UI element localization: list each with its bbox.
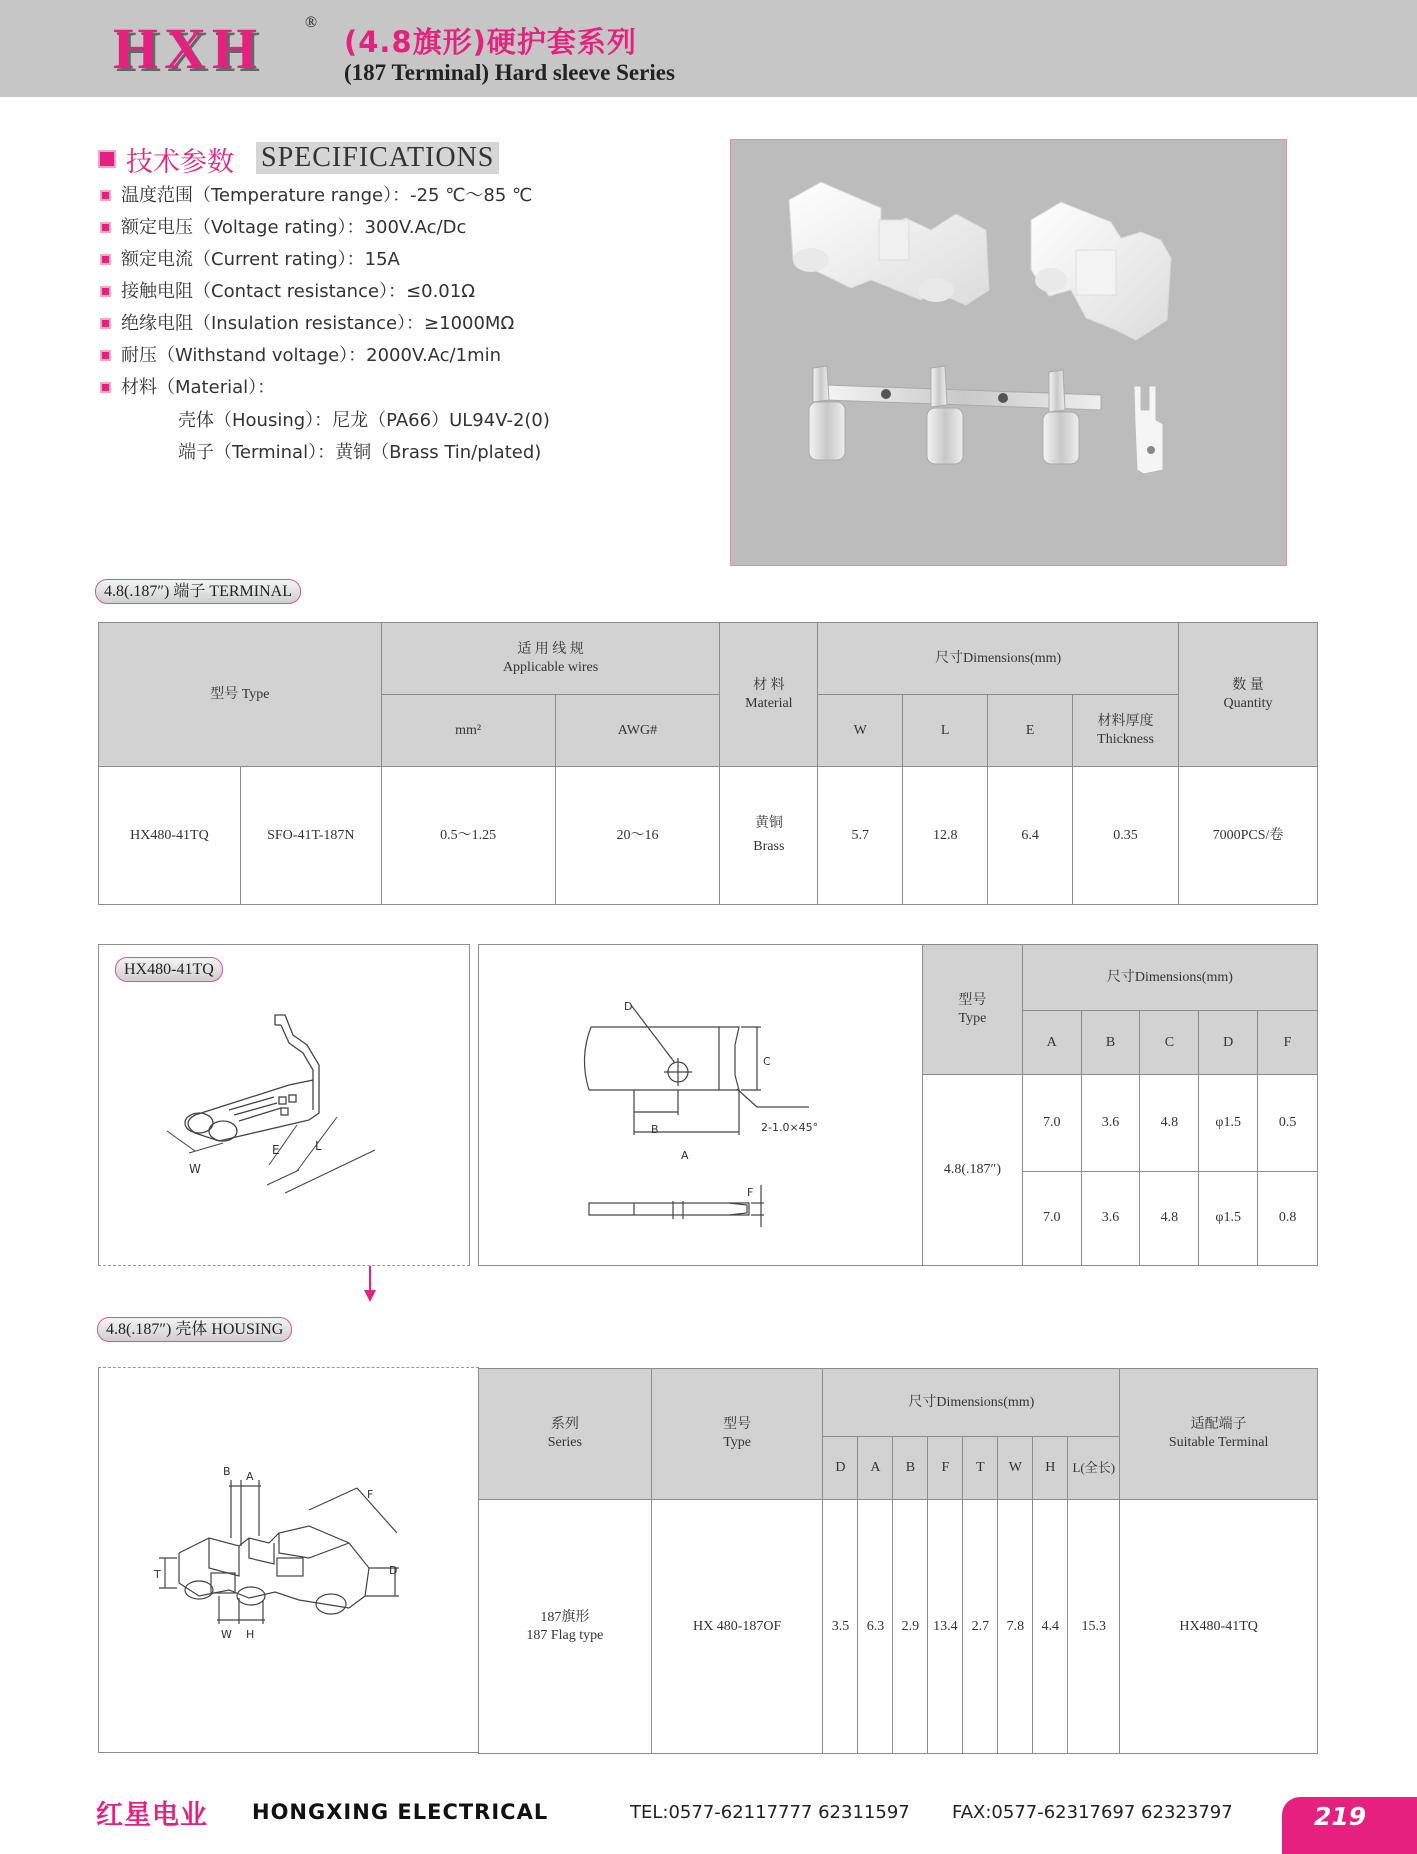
part-number-label: HX480-41TQ xyxy=(115,957,223,982)
series-title-cn: (4.8旗形)硬护套系列 xyxy=(344,25,637,59)
dimension-f-label: F xyxy=(367,1488,374,1501)
material-cell xyxy=(720,767,818,905)
specifications-heading-en: SPECIFICATIONS xyxy=(256,142,499,174)
brand-logo: HXH xyxy=(113,16,264,81)
spec-terminal-material: 端子（Terminal）：黄铜（Brass Tin/plated) xyxy=(178,442,542,463)
series-cell xyxy=(479,1500,652,1754)
spec-text: 额定电流（Current rating）：15A xyxy=(121,249,400,270)
series-en: 187 Flag type xyxy=(526,1627,604,1643)
cell-f: 0.8 xyxy=(1258,1171,1318,1265)
housing-section-label: 4.8(.187″) 壳体 HOUSING xyxy=(97,1317,292,1342)
bullet-icon xyxy=(100,318,111,329)
dimension-w-label: W xyxy=(221,1628,232,1641)
applicable-wires-header-cn: 适 用 线 规 xyxy=(517,641,584,657)
type-header-cn: 型号 xyxy=(958,992,987,1008)
dimension-d-label: D xyxy=(624,1000,633,1013)
col-h-header: H xyxy=(1033,1437,1068,1500)
cell-d: φ1.5 xyxy=(1199,1075,1258,1171)
cell-b: 2.9 xyxy=(893,1500,928,1754)
dimensions-header: 尺寸Dimensions(mm) xyxy=(818,623,1179,695)
spec-text: 温度范围（Temperature range）：-25 ℃～85 ℃ xyxy=(121,185,533,206)
bullet-icon xyxy=(100,254,111,265)
housing-spec-table xyxy=(478,1368,1318,1754)
dimension-d-label: D xyxy=(389,1564,398,1577)
cell-w: 7.8 xyxy=(998,1500,1033,1754)
applicable-wires-header xyxy=(381,623,720,695)
housing-part-1 xyxy=(789,182,989,305)
cell-l: 15.3 xyxy=(1068,1500,1120,1754)
col-l-header: L(全长) xyxy=(1068,1437,1120,1500)
table-row xyxy=(479,1500,1318,1754)
spec-withstand-voltage xyxy=(100,342,501,370)
quantity-header-en: Quantity xyxy=(1223,695,1273,711)
terminal-drawing-panel xyxy=(98,944,470,1266)
material-header xyxy=(720,623,818,767)
type-header-en: Type xyxy=(723,1435,751,1450)
spec-contact-resistance xyxy=(100,278,475,306)
bullet-icon xyxy=(100,222,111,233)
dimension-l-label: L xyxy=(315,1139,322,1153)
terminal-drawing xyxy=(99,945,469,1245)
flag-drawing xyxy=(479,945,922,1265)
applicable-wires-header-en: Applicable wires xyxy=(502,659,599,675)
cell-d: 3.5 xyxy=(823,1500,858,1754)
dimension-w-label: W xyxy=(189,1162,201,1176)
suitable-terminal-header-en: Suitable Terminal xyxy=(1168,1435,1269,1450)
w-header: W xyxy=(818,695,903,767)
cell-f: 0.5 xyxy=(1258,1075,1318,1171)
col-t-header: T xyxy=(963,1437,998,1500)
material-header-cn: 材 料 xyxy=(753,677,785,693)
series-header-cn: 系列 xyxy=(550,1417,579,1432)
flag-drawing-panel xyxy=(478,944,923,1266)
cell-b: 3.6 xyxy=(1081,1171,1140,1265)
quantity-header xyxy=(1179,623,1318,767)
spec-text: 绝缘电阻（Insulation resistance）：≥1000MΩ xyxy=(121,313,515,334)
col-a-header: A xyxy=(858,1437,893,1500)
material-en: Brass xyxy=(753,839,785,854)
mm2-header: mm² xyxy=(381,695,555,767)
dimension-c-label: C xyxy=(763,1055,771,1068)
footer-fax: FAX:0577-62317697 62323797 xyxy=(952,1802,1233,1823)
w-cell: 5.7 xyxy=(818,767,903,905)
spec-text: 耐压（Withstand voltage）：2000V.Ac/1min xyxy=(121,345,502,366)
cell-f: 13.4 xyxy=(928,1500,963,1754)
spec-text: 材料（Material）： xyxy=(121,377,276,398)
col-b-header: B xyxy=(1081,1011,1140,1075)
page-number: 219 xyxy=(1282,1797,1417,1854)
bullet-icon xyxy=(100,286,111,297)
e-cell: 6.4 xyxy=(988,767,1073,905)
col-w-header: W xyxy=(998,1437,1033,1500)
terminal-strip xyxy=(809,366,1101,464)
dimension-t-label: T xyxy=(154,1568,161,1581)
type-header xyxy=(651,1369,823,1500)
terminal-section-label: 4.8(.187″) 端子 TERMINAL xyxy=(95,579,301,604)
col-c-header: C xyxy=(1140,1011,1199,1075)
cell-h: 4.4 xyxy=(1033,1500,1068,1754)
cell-a: 7.0 xyxy=(1022,1075,1081,1171)
thickness-header-en: Thickness xyxy=(1097,731,1154,747)
suitable-terminal-cell: HX480-41TQ xyxy=(1120,1500,1318,1754)
type-header-en: Type xyxy=(958,1010,987,1026)
cell-d: φ1.5 xyxy=(1199,1171,1258,1265)
dimension-e-label: E xyxy=(272,1143,280,1157)
spec-current xyxy=(100,246,400,274)
quantity-cell: 7000PCS/卷 xyxy=(1179,767,1318,905)
type-header-cn: 型号 xyxy=(723,1417,752,1432)
flag-tab xyxy=(1134,386,1163,474)
bullet-icon xyxy=(100,350,111,361)
series-title-en: (187 Terminal) Hard sleeve Series xyxy=(344,60,675,85)
col-a-header: A xyxy=(1022,1011,1081,1075)
col-b-header: B xyxy=(893,1437,928,1500)
thickness-header-cn: 材料厚度 xyxy=(1097,713,1154,729)
housing-part-2 xyxy=(1031,202,1171,340)
spec-housing-material: 壳体（Housing）：尼龙（PA66）UL94V-2(0) xyxy=(178,410,550,431)
table-row xyxy=(923,1075,1318,1171)
quantity-header-cn: 数 量 xyxy=(1232,677,1264,693)
awg-header: AWG# xyxy=(555,695,720,767)
spec-text: 额定电压（Voltage rating）：300V.Ac/Dc xyxy=(121,217,467,238)
spec-insulation-resistance xyxy=(100,310,514,338)
l-header: L xyxy=(903,695,988,767)
suitable-terminal-header xyxy=(1120,1369,1318,1500)
dimensions-header: 尺寸Dimensions(mm) xyxy=(823,1369,1120,1437)
spec-temperature xyxy=(100,182,532,210)
dimension-b-label: B xyxy=(223,1465,231,1478)
thickness-cell: 0.35 xyxy=(1073,767,1179,905)
dimensions-header: 尺寸Dimensions(mm) xyxy=(1022,945,1317,1011)
l-cell: 12.8 xyxy=(903,767,988,905)
bullet-icon xyxy=(100,382,111,393)
footer-telephone: TEL:0577-62117777 62311597 xyxy=(630,1802,910,1823)
mm2-cell: 0.5～1.25 xyxy=(381,767,555,905)
housing-drawing-panel xyxy=(98,1367,479,1753)
down-arrow-icon xyxy=(360,1266,380,1304)
type-cell: HX480-41TQ xyxy=(99,767,241,905)
cell-c: 4.8 xyxy=(1140,1171,1199,1265)
awg-cell: 20～16 xyxy=(555,767,720,905)
type-header: 型号 Type xyxy=(99,623,382,767)
cell-a: 6.3 xyxy=(858,1500,893,1754)
product-photo-drawing xyxy=(731,140,1286,565)
bullet-icon xyxy=(100,190,111,201)
dimension-a-label: A xyxy=(681,1149,689,1162)
bullet-icon xyxy=(98,150,116,168)
series-header-en: Series xyxy=(547,1435,582,1450)
col-f-header: F xyxy=(928,1437,963,1500)
footer-brand-en: HONGXING ELECTRICAL xyxy=(252,1800,549,1824)
type-header xyxy=(923,945,1023,1075)
col-d-header: D xyxy=(823,1437,858,1500)
series-cn: 187旗形 xyxy=(540,1609,590,1625)
header-bar xyxy=(0,0,1417,97)
spec-voltage xyxy=(100,214,466,242)
cell-a: 7.0 xyxy=(1022,1171,1081,1265)
series-header xyxy=(479,1369,652,1500)
terminal-spec-table xyxy=(98,622,1318,905)
cell-t: 2.7 xyxy=(963,1500,998,1754)
dimension-b-label: B xyxy=(651,1123,659,1136)
type-cell: HX 480-187OF xyxy=(651,1500,823,1754)
flag-dimension-table xyxy=(922,944,1318,1266)
col-d-header: D xyxy=(1199,1011,1258,1075)
chamfer-label: 2-1.0×45° xyxy=(761,1121,819,1134)
type-cell: 4.8(.187″) xyxy=(923,1075,1023,1266)
cell-c: 4.8 xyxy=(1140,1075,1199,1171)
specifications-heading-cn: 技术参数 xyxy=(126,147,234,178)
col-f-header: F xyxy=(1258,1011,1318,1075)
cell-b: 3.6 xyxy=(1081,1075,1140,1171)
product-photo xyxy=(730,139,1287,566)
dimension-f-label: F xyxy=(747,1186,754,1199)
footer-brand-cn: 红星电业 xyxy=(96,1800,208,1831)
housing-drawing xyxy=(99,1368,479,1752)
type-alt-cell: SFO-41T-187N xyxy=(240,767,381,905)
dimension-h-label: H xyxy=(246,1628,255,1641)
material-header-en: Material xyxy=(745,695,793,711)
spec-text: 接触电阻（Contact resistance）：≤0.01Ω xyxy=(121,281,475,302)
spec-material xyxy=(100,374,275,402)
material-cn: 黄铜 xyxy=(754,816,783,831)
dimension-a-label: A xyxy=(246,1470,254,1483)
thickness-header xyxy=(1073,695,1179,767)
e-header: E xyxy=(988,695,1073,767)
suitable-terminal-header-cn: 适配端子 xyxy=(1190,1417,1247,1432)
table-row xyxy=(99,767,1318,905)
registered-mark: ® xyxy=(305,14,318,31)
